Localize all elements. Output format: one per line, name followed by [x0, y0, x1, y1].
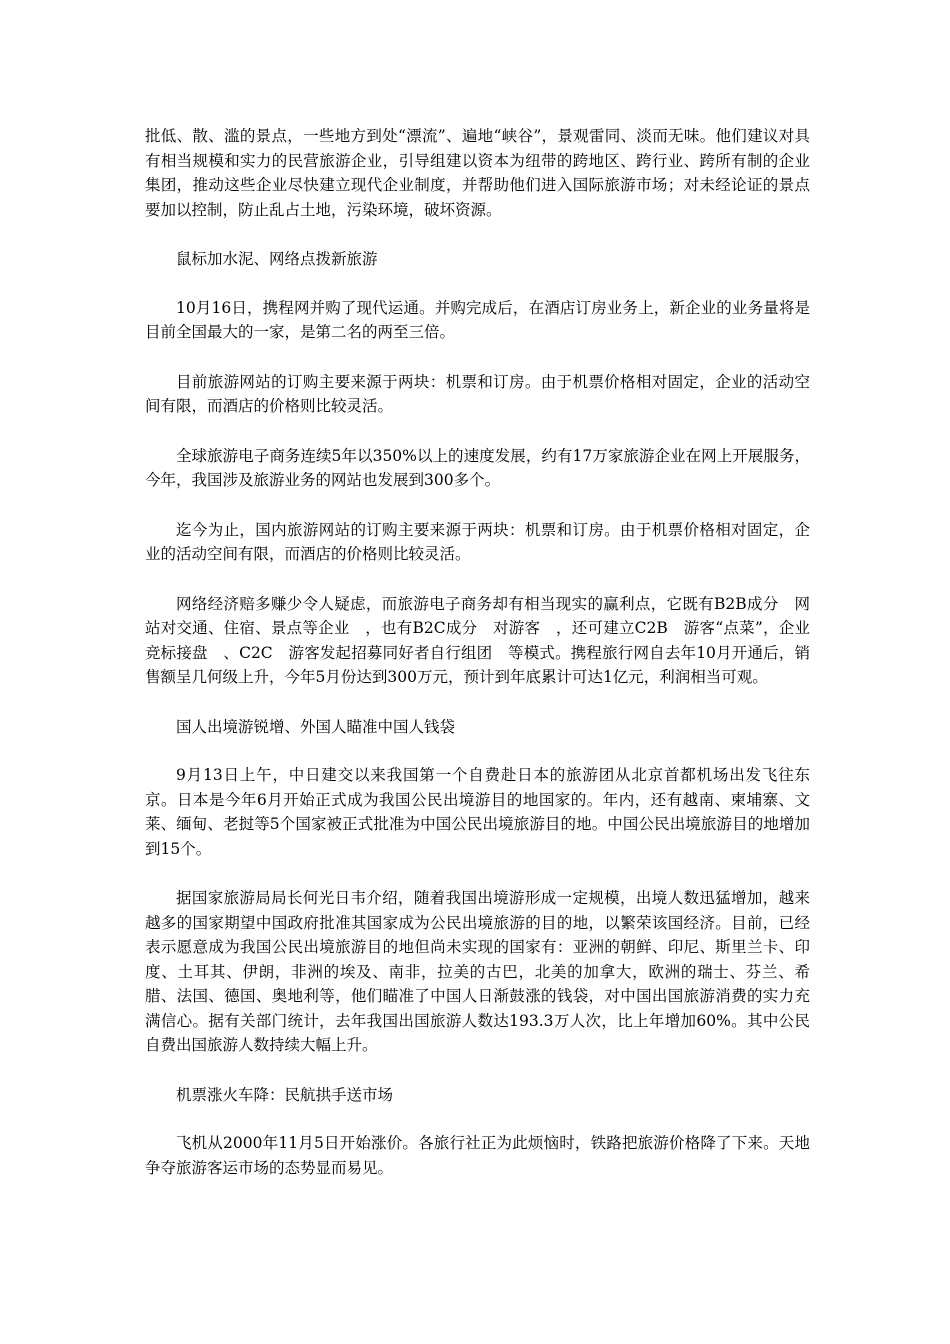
section-heading-outbound-travel: 国人出境游锐增、外国人瞄准中国人钱袋 — [176, 717, 456, 736]
paragraph-profit-models: 网络经济赔多赚少令人疑虑，而旅游电子商务却有相当现实的赢利点，它既有B2B成分 网站对交通、住宿、景点等企业 ，也有B2C成分 对游客 ，还可建立C2B 游客“点菜”，企业竞标接盘 、C2C 游客发起招募同好者自行组团 等模式。携程旅行网自去年10月开通后，销售额呈几何级上升，今年5月份达到300万元，预计到年底累计可达1亿元，利润相当可观。 — [145, 594, 810, 686]
paragraph-japan-tour: 9月13日上午，中日建交以来我国第一个自费赴日本的旅游团从北京首都机场出发飞往东京。日本是今年6月开始正式成为我国公民出境游目的地国家的。年内，还有越南、柬埔寨、文莱、缅甸、老挝等5个国家被正式批准为中国公民出境旅游目的地。中国公民出境旅游目的地增加到15个。 — [145, 766, 810, 858]
paragraph-continuation: 批低、散、滥的景点，一些地方到处“漂流”、遍地“峡谷”，景观雷同、淡而无味。他们建议对具有相当规模和实力的民营旅游企业，引导组建以资本为纽带的跨地区、跨行业、跨所有制的企业集团，推动这些企业尽快建立现代企业制度，并帮助他们进入国际旅游市场；对未经论证的景点要加以控制，防止乱占土地，污染环境，破坏资源。 — [145, 127, 810, 219]
section-heading-online-travel: 鼠标加水泥、网络点拨新旅游 — [176, 250, 378, 268]
paragraph-global-ecommerce: 全球旅游电子商务连续5年以350%以上的速度发展，约有17万家旅游企业在网上开展服务，今年，我国涉及旅游业务的网站也发展到300多个。 — [145, 446, 810, 489]
document-page — [145, 124, 810, 1205]
paragraph-tourism-bureau: 据国家旅游局局长何光日韦介绍，随着我国出境游形成一定规模，出境人数迅猛增加，越来越多的国家期望中国政府批准其国家成为公民出境旅游的目的地，以繁荣该国经济。目前，已经表示愿意成为我国公民出境旅游目的地但尚未实现的国家有：亚洲的朝鲜、印尼、斯里兰卡、印度、土耳其、伊朗，非洲的埃及、南非，拉美的古巴，北美的加拿大，欧洲的瑞士、芬兰、希腊、法国、德国、奥地利等，他们瞄准了中国人日渐鼓涨的钱袋，对中国出国旅游消费的实力充满信心。据有关部门统计，去年我国出国旅游人数达193.3万人次，比上年增加60%。其中公民自费出国旅游人数持续大幅上升。 — [145, 889, 810, 1054]
paragraph-domestic-booking: 迄今为止，国内旅游网站的订购主要来源于两块：机票和订房。由于机票价格相对固定，企业的活动空间有限，而酒店的价格则比较灵活。 — [145, 520, 810, 563]
section-heading-airfare-rail: 机票涨火车降：民航拱手送市场 — [176, 1085, 394, 1104]
paragraph-booking-sources: 目前旅游网站的订购主要来源于两块：机票和订房。由于机票价格相对固定，企业的活动空间有限，而酒店的价格则比较灵活。 — [145, 372, 810, 415]
paragraph-ctrip-merger: 10月16日，携程网并购了现代运通。并购完成后，在酒店订房业务上，新企业的业务量将是目前全国最大的一家，是第二名的两至三倍。 — [145, 298, 810, 341]
paragraph-airfare-increase: 飞机从2000年11月5日开始涨价。各旅行社正为此烦恼时，铁路把旅游价格降了下来。天地争夺旅游客运市场的态势显而易见。 — [145, 1134, 810, 1177]
